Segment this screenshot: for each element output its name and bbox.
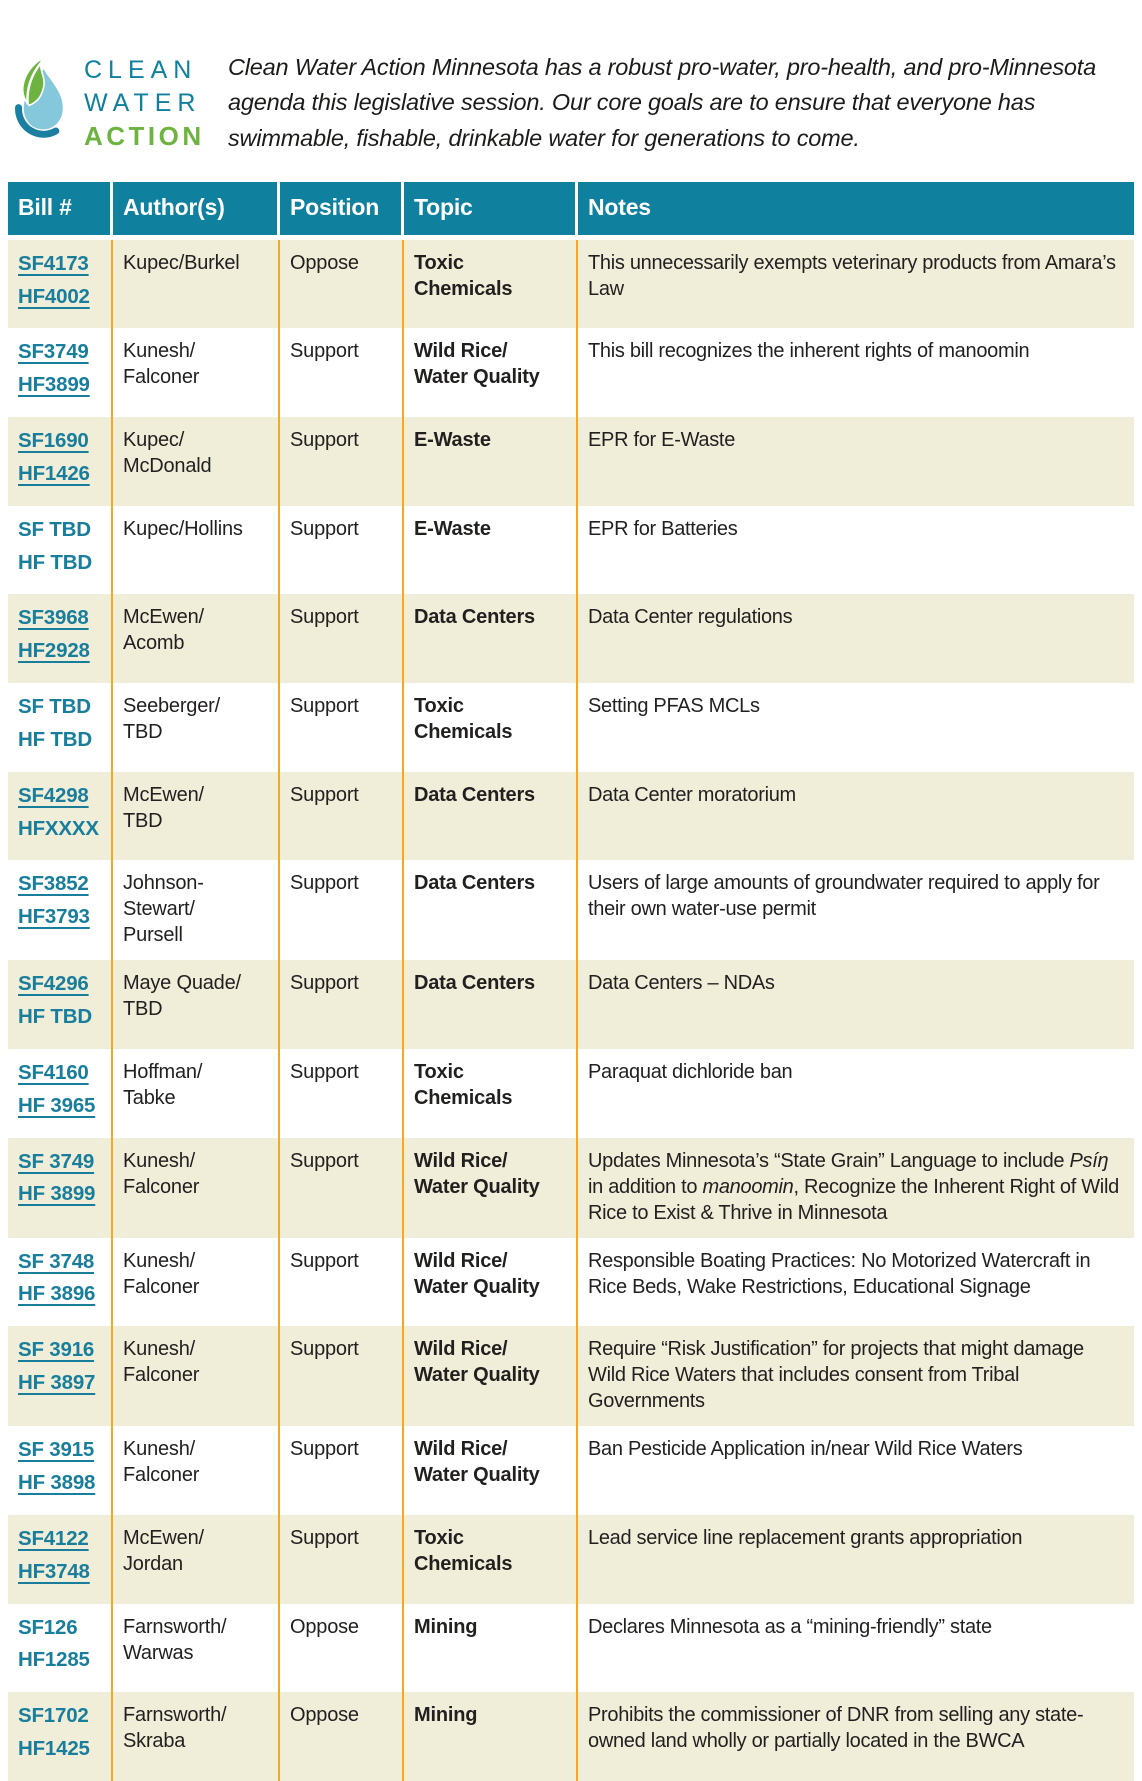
author-name: Kunesh/ — [123, 340, 195, 363]
author-name: Tabke — [123, 1087, 176, 1109]
table-row — [8, 1049, 1134, 1138]
topic-value: Wild Rice/ — [414, 1249, 508, 1272]
authors-cell — [113, 683, 280, 772]
topic-cell — [404, 506, 578, 595]
topic-cell — [404, 683, 578, 772]
note-text: Data Center moratorium — [588, 783, 796, 806]
author-name: Farnsworth/ — [123, 1704, 227, 1727]
author-name: Kunesh/ — [123, 1149, 195, 1172]
topic-value: Wild Rice/ — [414, 1149, 508, 1172]
column-header: Author(s) — [113, 182, 280, 240]
notes-cell — [578, 1692, 1134, 1781]
bill-number-cell — [8, 1426, 113, 1515]
bill-number-cell — [8, 240, 113, 329]
author-name: Jordan — [123, 1552, 183, 1575]
author-name: Falconer — [123, 1175, 200, 1198]
notes-cell — [578, 1426, 1134, 1515]
bill-link[interactable]: HF 3899 — [18, 1182, 96, 1206]
author-name: Maye Quade/ — [123, 972, 241, 995]
position-value: Support — [280, 860, 404, 960]
bill-link[interactable]: HF3793 — [18, 905, 90, 929]
author-name: TBD — [123, 809, 163, 832]
table-row — [8, 1515, 1134, 1604]
bill-link[interactable]: SF4298 — [18, 783, 89, 807]
bill-number-cell — [8, 772, 113, 861]
note-text: Paraquat dichloride ban — [588, 1061, 793, 1083]
topic-value: E-Waste — [414, 517, 491, 540]
table-row — [8, 960, 1134, 1049]
position-value: Support — [280, 960, 404, 1049]
author-name: Kunesh/ — [123, 1338, 195, 1361]
notes-cell — [578, 1326, 1134, 1426]
masthead — [0, 0, 1142, 156]
authors-cell — [113, 1604, 280, 1693]
topic-value: Toxic — [414, 1061, 464, 1083]
author-name: Acomb — [123, 632, 185, 655]
bill-number-cell — [8, 1138, 113, 1238]
position-value: Support — [280, 1138, 404, 1238]
bill-link[interactable]: HF 3896 — [18, 1282, 96, 1306]
position-value: Support — [280, 417, 404, 506]
table-row — [8, 1426, 1134, 1515]
topic-cell — [404, 772, 578, 861]
author-name: Falconer — [123, 366, 200, 389]
topic-value: Water Quality — [414, 1464, 540, 1487]
notes-cell — [578, 1604, 1134, 1693]
bill-link[interactable]: HF3748 — [18, 1559, 90, 1583]
authors-cell — [113, 328, 280, 417]
bill-link[interactable]: SF3749 — [18, 340, 89, 364]
bill-number-cell — [8, 594, 113, 683]
position-value: Oppose — [280, 240, 404, 329]
topic-cell — [404, 1138, 578, 1238]
bill-number-cell — [8, 1604, 113, 1693]
position-value: Support — [280, 772, 404, 861]
note-text: , Recognize the Inherent Right of Wild Rice to Exist & Thrive in Minnesota — [588, 1175, 1119, 1224]
topic-cell — [404, 1238, 578, 1327]
table-row — [8, 772, 1134, 861]
bill-link[interactable]: HF4002 — [18, 284, 90, 308]
table-row — [8, 1138, 1134, 1238]
bill-number-cell — [8, 1326, 113, 1426]
table-row — [8, 860, 1134, 960]
bill-number: HF TBD — [18, 550, 92, 574]
bill-number: HFXXXX — [18, 816, 99, 840]
bill-number-cell — [8, 328, 113, 417]
topic-value: Water Quality — [414, 1364, 540, 1387]
bill-number-cell — [8, 1238, 113, 1327]
position-value: Support — [280, 506, 404, 595]
table-header-row — [8, 182, 1134, 240]
notes-cell — [578, 328, 1134, 417]
author-name: Stewart/ — [123, 898, 195, 921]
position-value: Support — [280, 1049, 404, 1138]
authors-cell — [113, 1692, 280, 1781]
note-text: Data Center regulations — [588, 606, 793, 629]
author-name: Pursell — [123, 924, 183, 947]
topic-value: Chemicals — [414, 1552, 513, 1575]
topic-value: Chemicals — [414, 277, 513, 300]
note-text: Lead service line replacement grants appropriation — [588, 1526, 1023, 1549]
note-text: This bill recognizes the inherent rights of manoomin — [588, 340, 1030, 363]
topic-value: Mining — [414, 1704, 478, 1727]
clean-water-action-logo — [10, 48, 206, 153]
table-row — [8, 1238, 1134, 1327]
author-name: McEwen/ — [123, 783, 204, 806]
bill-link[interactable]: HF 3965 — [18, 1093, 96, 1117]
authors-cell — [113, 772, 280, 861]
author-name: Hoffman/ — [123, 1061, 203, 1083]
column-header: Topic — [404, 182, 578, 240]
note-text: Declares Minnesota as a “mining-friendly” state — [588, 1615, 992, 1638]
topic-value: Water Quality — [414, 1175, 540, 1198]
note-text: Data Centers – NDAs — [588, 972, 775, 995]
author-name: Kupec/Burkel — [123, 251, 240, 274]
note-text: This unnecessarily exempts veterinary products from Amara’s Law — [588, 251, 1116, 300]
bill-number-cell — [8, 860, 113, 960]
bill-number-cell — [8, 683, 113, 772]
topic-cell — [404, 860, 578, 960]
note-text: Users of large amounts of groundwater required to apply for their own water-use permit — [588, 872, 1100, 921]
note-text: manoomin — [702, 1175, 794, 1198]
bill-number-cell — [8, 1692, 113, 1781]
author-name: Falconer — [123, 1275, 200, 1298]
table-row — [8, 1326, 1134, 1426]
topic-value: Data Centers — [414, 606, 535, 629]
notes-cell — [578, 506, 1134, 595]
topic-value: Chemicals — [414, 721, 513, 744]
author-name: Farnsworth/ — [123, 1615, 227, 1638]
note-text: Ban Pesticide Application in/near Wild Rice Waters — [588, 1438, 1023, 1461]
author-name: Falconer — [123, 1364, 200, 1387]
bill-link[interactable]: SF 3749 — [18, 1149, 95, 1173]
author-name: Warwas — [123, 1641, 194, 1664]
position-value: Oppose — [280, 1604, 404, 1693]
logo-wordmark — [84, 54, 205, 153]
topic-value: E-Waste — [414, 429, 491, 452]
author-name: Falconer — [123, 1464, 200, 1487]
authors-cell — [113, 860, 280, 960]
bill-number: SF1702 — [18, 1704, 89, 1728]
notes-cell — [578, 860, 1134, 960]
bill-number: SF TBD — [18, 695, 91, 719]
bill-number: HF TBD — [18, 1005, 92, 1029]
column-header: Notes — [578, 182, 1134, 240]
note-text: EPR for E-Waste — [588, 429, 736, 452]
note-text: Responsible Boating Practices: No Motorized Watercraft in Rice Beds, Wake Restrictions, Educational Signage — [588, 1249, 1091, 1298]
topic-value: Water Quality — [414, 366, 540, 389]
bill-link[interactable]: SF4122 — [18, 1526, 89, 1550]
author-name: Kunesh/ — [123, 1438, 195, 1461]
bills-table — [8, 182, 1134, 1781]
topic-cell — [404, 960, 578, 1049]
notes-cell — [578, 960, 1134, 1049]
topic-value: Toxic — [414, 1526, 464, 1549]
topic-value: Water Quality — [414, 1275, 540, 1298]
topic-cell — [404, 1604, 578, 1693]
notes-cell — [578, 594, 1134, 683]
authors-cell — [113, 1426, 280, 1515]
bill-link[interactable]: SF4173 — [18, 251, 89, 275]
water-drop-logo-icon — [10, 48, 74, 150]
table-row — [8, 506, 1134, 595]
bill-number: HF TBD — [18, 727, 92, 751]
position-value: Support — [280, 594, 404, 683]
authors-cell — [113, 506, 280, 595]
bill-link[interactable]: SF4160 — [18, 1061, 89, 1084]
bill-link[interactable]: HF 3898 — [18, 1471, 96, 1495]
bill-number-cell — [8, 960, 113, 1049]
notes-cell — [578, 417, 1134, 506]
table-row — [8, 417, 1134, 506]
note-text: Prohibits the commissioner of DNR from selling any state-owned land wholly or partially located in the BWCA — [588, 1704, 1084, 1753]
bill-link[interactable]: SF4296 — [18, 972, 89, 996]
author-name: TBD — [123, 998, 163, 1021]
topic-cell — [404, 1692, 578, 1781]
bill-number: HF1285 — [18, 1648, 90, 1672]
authors-cell — [113, 1238, 280, 1327]
note-text: EPR for Batteries — [588, 517, 738, 540]
logo-word-action: ACTION — [84, 121, 205, 151]
topic-cell — [404, 240, 578, 329]
column-header: Bill # — [8, 182, 113, 240]
topic-cell — [404, 328, 578, 417]
table-row — [8, 240, 1134, 329]
notes-cell — [578, 1515, 1134, 1604]
bill-link[interactable]: SF3968 — [18, 606, 89, 630]
logo-word-clean: CLEAN — [84, 56, 198, 84]
position-value: Support — [280, 1426, 404, 1515]
authors-cell — [113, 417, 280, 506]
bill-link[interactable]: SF 3916 — [18, 1338, 95, 1362]
authors-cell — [113, 960, 280, 1049]
notes-cell — [578, 1238, 1134, 1327]
topic-value: Wild Rice/ — [414, 1438, 508, 1461]
bill-link[interactable]: HF3899 — [18, 373, 90, 397]
notes-cell — [578, 1049, 1134, 1138]
bill-number: SF126 — [18, 1615, 78, 1639]
note-text: Psíŋ — [1069, 1149, 1109, 1172]
note-text: Updates Minnesota’s “State Grain” Language to include — [588, 1149, 1070, 1172]
topic-value: Wild Rice/ — [414, 340, 508, 363]
topic-cell — [404, 1049, 578, 1138]
topic-cell — [404, 417, 578, 506]
authors-cell — [113, 1515, 280, 1604]
bill-number: SF TBD — [18, 517, 91, 541]
topic-value: Data Centers — [414, 872, 535, 895]
bill-link[interactable]: HF 3897 — [18, 1371, 96, 1395]
notes-cell — [578, 240, 1134, 329]
bill-link[interactable]: SF 3915 — [18, 1438, 95, 1462]
bill-link[interactable]: HF2928 — [18, 639, 90, 663]
position-value: Support — [280, 1326, 404, 1426]
topic-value: Chemicals — [414, 1087, 513, 1109]
intro-paragraph: Clean Water Action Minnesota has a robust pro-water, pro-health, and pro-Minnesota agenda this legislative session. Our core goals are to ensure that everyone has swimmable, fishable, drinkable water for generations to come. — [228, 54, 1096, 151]
column-header: Position — [280, 182, 404, 240]
topic-cell — [404, 1426, 578, 1515]
author-name: Kupec/Hollins — [123, 517, 243, 540]
table-row — [8, 683, 1134, 772]
notes-cell — [578, 1138, 1134, 1238]
author-name: McDonald — [123, 455, 212, 478]
topic-value: Mining — [414, 1615, 478, 1638]
bill-link[interactable]: SF 3748 — [18, 1249, 95, 1273]
table-row — [8, 1604, 1134, 1693]
position-value: Support — [280, 328, 404, 417]
author-name: Kupec/ — [123, 429, 185, 452]
topic-value: Data Centers — [414, 783, 535, 806]
authors-cell — [113, 1049, 280, 1138]
bill-number-cell — [8, 506, 113, 595]
bill-number-cell — [8, 417, 113, 506]
notes-cell — [578, 772, 1134, 861]
topic-value: Toxic — [414, 251, 464, 274]
bill-number: HF1425 — [18, 1737, 90, 1761]
bill-number-cell — [8, 1049, 113, 1138]
authors-cell — [113, 1326, 280, 1426]
bill-link[interactable]: SF1690 — [18, 429, 89, 453]
author-name: TBD — [123, 721, 163, 744]
topic-cell — [404, 594, 578, 683]
author-name: McEwen/ — [123, 1526, 204, 1549]
table-row — [8, 328, 1134, 417]
topic-cell — [404, 1326, 578, 1426]
bill-link[interactable]: HF1426 — [18, 461, 90, 485]
bill-link[interactable]: SF3852 — [18, 872, 89, 896]
note-text: Setting PFAS MCLs — [588, 695, 760, 718]
position-value: Support — [280, 683, 404, 772]
author-name: Kunesh/ — [123, 1249, 195, 1272]
author-name: McEwen/ — [123, 606, 204, 629]
authors-cell — [113, 594, 280, 683]
topic-value: Toxic — [414, 695, 464, 718]
position-value: Support — [280, 1238, 404, 1327]
notes-cell — [578, 683, 1134, 772]
table-row — [8, 594, 1134, 683]
topic-value: Wild Rice/ — [414, 1338, 508, 1361]
author-name: Johnson- — [123, 872, 204, 895]
authors-cell — [113, 1138, 280, 1238]
logo-word-water: WATER — [84, 89, 202, 117]
position-value: Oppose — [280, 1692, 404, 1781]
author-name: Seeberger/ — [123, 695, 220, 718]
authors-cell — [113, 240, 280, 329]
topic-value: Data Centers — [414, 972, 535, 995]
author-name: Skraba — [123, 1730, 186, 1753]
note-text: Require “Risk Justification” for projects that might damage Wild Rice Waters that includes consent from Tribal Governments — [588, 1338, 1084, 1413]
note-text: in addition to — [588, 1175, 703, 1198]
topic-cell — [404, 1515, 578, 1604]
position-value: Support — [280, 1515, 404, 1604]
bill-number-cell — [8, 1515, 113, 1604]
table-row — [8, 1692, 1134, 1781]
